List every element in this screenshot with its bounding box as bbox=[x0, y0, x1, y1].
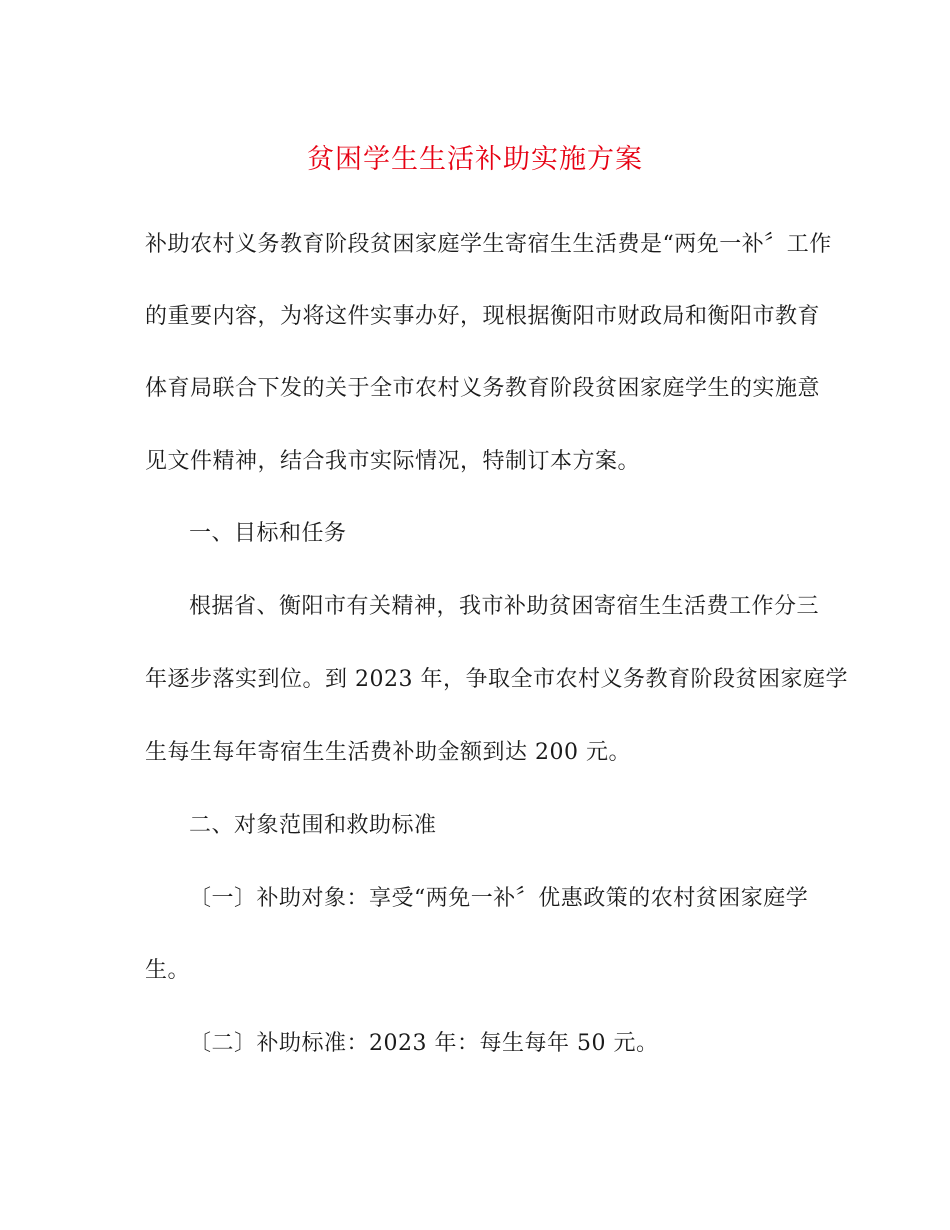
paragraph-line: 〔一〕补助对象：享受“两免一补〞优惠政策的农村贫困家庭学 bbox=[189, 886, 809, 911]
section-heading: 二、对象范围和救助标准 bbox=[189, 813, 437, 838]
paragraph-line: 的重要内容，为将这件实事办好，现根据衡阳市财政局和衡阳市教育 bbox=[145, 304, 821, 329]
paragraph-line: 根据省、衡阳市有关精神，我市补助贫困寄宿生生活费工作分三 bbox=[189, 594, 820, 619]
paragraph-line: 生每生每年寄宿生生活费补助金额到达 200 元。 bbox=[145, 740, 631, 765]
paragraph-line: 见文件精神，结合我市实际情况，特制订本方案。 bbox=[145, 449, 641, 474]
document-title: 贫困学生生活补助实施方案 bbox=[307, 144, 643, 175]
paragraph-line: 生。 bbox=[145, 958, 191, 983]
paragraph-line: 年逐步落实到位。到 2023 年，争取全市农村义务教育阶段贫困家庭学 bbox=[145, 667, 848, 692]
paragraph-line: 体育局联合下发的关于全市农村义务教育阶段贫困家庭学生的实施意 bbox=[145, 376, 821, 401]
section-heading: 一、目标和任务 bbox=[189, 521, 347, 546]
paragraph-line: 补助农村义务教育阶段贫困家庭学生寄宿生生活费是“两免一补〞工作 bbox=[145, 232, 832, 257]
paragraph-line: 〔二〕补助标准：2023 年：每生每年 50 元。 bbox=[189, 1031, 659, 1056]
